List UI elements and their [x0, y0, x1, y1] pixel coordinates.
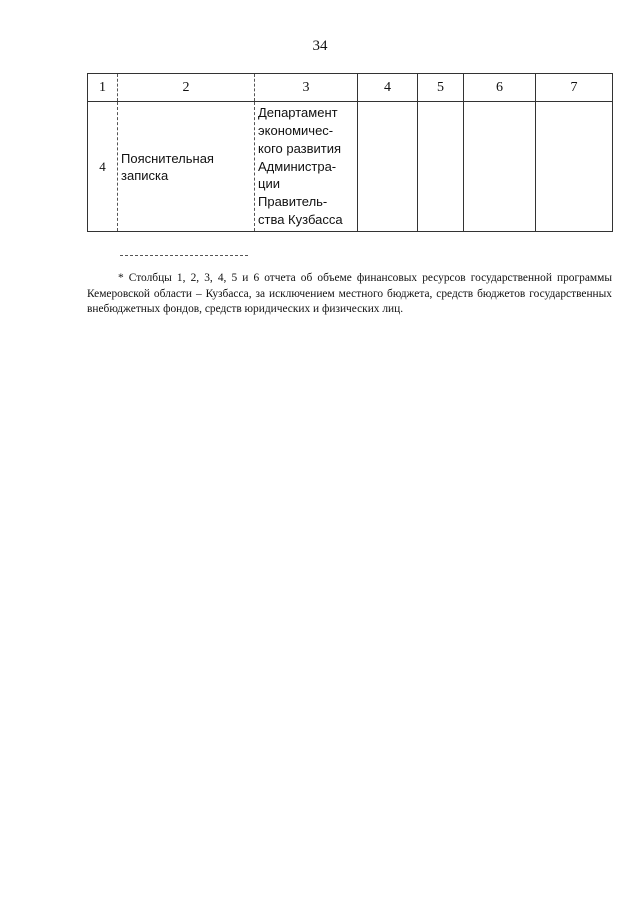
table-header-row [88, 74, 613, 102]
department-line: ства Кузбасса [258, 211, 343, 227]
column-header: 5 [418, 74, 464, 102]
column-header: 7 [536, 74, 613, 102]
data-cell [358, 102, 418, 232]
department-line: Администра- [258, 158, 337, 174]
data-cell [536, 102, 613, 232]
column-header: 1 [88, 74, 118, 102]
column-header: 3 [255, 74, 358, 102]
column-header: 6 [464, 74, 536, 102]
data-cell [464, 102, 536, 232]
report-table [87, 73, 613, 232]
footnote: * Столбцы 1, 2, 3, 4, 5 и 6 отчета об объеме финансовых ресурсов государственной программы Кемеровской области – Кузбасса, за исключением местного бюджета, средств бюджетов государственных внебюджетных фондов, средств юридических и физических лиц. [87, 272, 612, 315]
table-row [88, 102, 613, 232]
department-line: Департамент [258, 105, 338, 121]
department-line: кого развития [258, 140, 342, 156]
data-cell [418, 102, 464, 232]
department-line: экономичес- [258, 123, 334, 138]
department-cell [255, 102, 358, 232]
name-cell: Пояснительная записка [118, 102, 255, 232]
column-header: 2 [118, 74, 255, 102]
department-line: ции [258, 176, 280, 192]
department-line: Правитель- [258, 194, 328, 210]
column-header: 4 [358, 74, 418, 102]
footnote-separator [120, 255, 248, 256]
row-number-cell: 4 [88, 102, 118, 232]
page-number: 34 [312, 38, 328, 54]
